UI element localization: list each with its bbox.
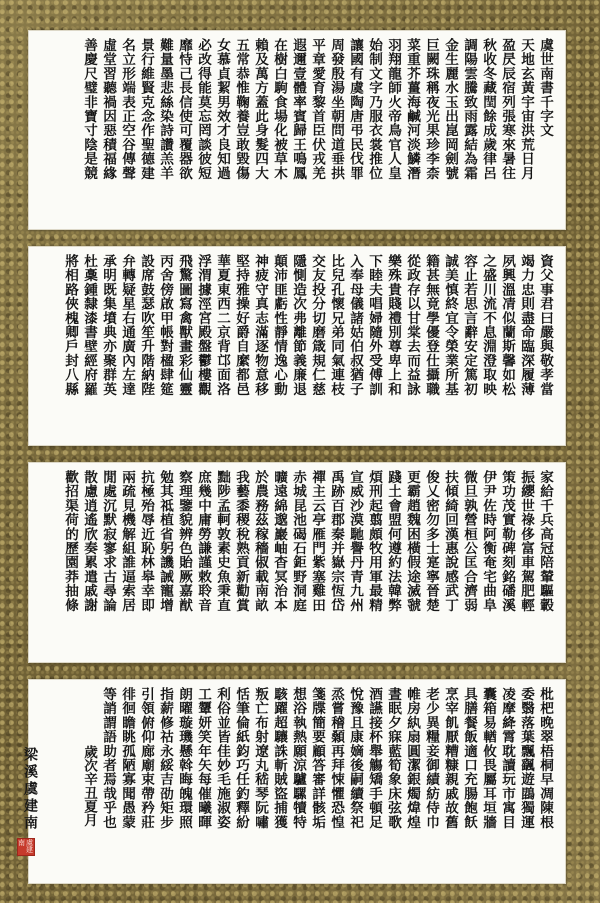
calligraphy-column: 踐土會盟何遵約法韓弊	[385, 470, 401, 612]
calligraphy-column: 神疲守真志滿逐物意移	[252, 254, 268, 396]
calligraphy-column: 堅持雅操好爵自縻都邑	[233, 254, 249, 396]
calligraphy-column: 浮渭據涇宮殿盤鬱樓觀	[195, 254, 211, 396]
calligraphy-column: 周發殷湯坐朝問道垂拱	[328, 38, 344, 180]
calligraphy-column: 之盛川流不息淵澄取映	[480, 254, 496, 396]
calligraphy-column: 想浴執熱願涼驢騾犢特	[290, 687, 306, 829]
calligraphy-column: 丙舍傍啟甲帳對楹肆筵	[157, 254, 173, 396]
calligraphy-column: 禪主云亭雁門紫塞雞田	[309, 470, 325, 612]
calligraphy-column: 囊箱易輶攸畏屬耳垣牆	[480, 687, 496, 829]
calligraphy-column: 我藝黍稷稅熟貢新勸賞	[233, 470, 249, 612]
calligraphy-column: 顛沛匪虧性靜情逸心動	[271, 254, 287, 396]
calligraphy-column: 比兒孔懷兄弟同氣連枝	[328, 254, 344, 396]
scroll-panel-1	[28, 30, 566, 230]
calligraphy-column: 微旦孰營桓公匡合濟弱	[461, 470, 477, 612]
calligraphy-column: 工顰妍笑年矢每催曦暉	[195, 687, 211, 829]
calligraphy-column: 察理鑒貌辨色貽厥嘉猷	[176, 470, 192, 612]
calligraphy-column: 五常恭惟鞠養豈敢毀傷	[233, 38, 249, 180]
calligraphy-column: 飛驚圖寫禽獸畫彩仙靈	[176, 254, 192, 396]
calligraphy-column: 賴及萬方蓋此身髮四大	[252, 38, 268, 180]
calligraphy-column: 於農務茲稼穡俶載南畝	[252, 470, 268, 612]
calligraphy-column: 遐邇壹體率賓歸王鳴鳳	[290, 38, 306, 180]
artist-signature: 梁溪虞建南	[22, 747, 38, 832]
calligraphy-column: 女慕貞絜男效才良知過	[214, 38, 230, 180]
calligraphy-column: 名立形端表正空谷傳聲	[119, 38, 135, 180]
scroll-title: 虞世南書千字文	[537, 38, 553, 138]
calligraphy-column: 勉其祗植省躬譏誡寵增	[157, 470, 173, 612]
calligraphy-column: 枇杷晚翠梧桐早凋陳根	[537, 687, 553, 829]
calligraphy-column: 調陽雲騰致雨露結為霜	[461, 38, 477, 180]
calligraphy-column: 善慶尺璧非寶寸陰是競	[81, 38, 97, 180]
calligraphy-column: 禹跡百郡秦并嶽宗恆岱	[328, 470, 344, 612]
calligraphy-column: 悅豫且康嫡後嗣續祭祀	[347, 687, 363, 829]
calligraphy-column: 俊乂密勿多士寔寧晉楚	[423, 470, 439, 612]
calligraphy-column: 從政存以甘棠去而益詠	[404, 254, 420, 396]
calligraphy-column: 竭力忠則盡命臨深履薄	[518, 254, 534, 396]
calligraphy-column: 散慮逍遙欣奏累遣戚謝	[81, 470, 97, 612]
calligraphy-column: 具膳餐飯適口充腸飽飫	[461, 687, 477, 829]
calligraphy-column: 將相路俠槐卿戶封八縣	[62, 254, 78, 396]
calligraphy-column: 老少異糧妾御績紡侍巾	[423, 687, 439, 829]
calligraphy-column: 隱惻造次弗離節義廉退	[290, 254, 306, 396]
calligraphy-column: 酒讌接杯舉觴矯手頓足	[366, 687, 382, 829]
calligraphy-column: 烹宰飢厭糟糠親戚故舊	[442, 687, 458, 829]
calligraphy-column: 必改得能莫忘罔談彼短	[195, 38, 211, 180]
calligraphy-column: 晝眠夕寐藍筍象床弦歌	[385, 687, 401, 829]
calligraphy-column: 在樹白駒食場化被草木	[271, 38, 287, 180]
calligraphy-column: 凌摩絳霄耽讀玩市寓目	[499, 687, 515, 829]
calligraphy-column: 叛亡布射遼丸嵇琴阮嘯	[252, 687, 268, 829]
calligraphy-column: 入奉母儀諸姑伯叔猶子	[347, 254, 363, 396]
calligraphy-column: 朗曜璇璣懸斡晦魄環照	[176, 687, 192, 829]
calligraphy-column: 振纓世祿侈富車駕肥輕	[518, 470, 534, 612]
calligraphy-column: 扶傾綺回漢惠說感武丁	[442, 470, 458, 612]
calligraphy-column: 容止若思言辭安定篤初	[461, 254, 477, 396]
calligraphy-column: 更霸趙魏困橫假途滅虢	[404, 470, 420, 612]
calligraphy-column: 徘徊瞻眺孤陋寡聞愚蒙	[119, 687, 135, 829]
calligraphy-column: 利俗並皆佳妙毛施淑姿	[214, 687, 230, 829]
calligraphy-column: 平章愛育黎首臣伏戎羌	[309, 38, 325, 180]
calligraphy-column: 煩刑起翦頗牧用軍最精	[366, 470, 382, 612]
calligraphy-column: 下睦夫唱婦隨外受傅訓	[366, 254, 382, 396]
calligraphy-column: 伊尹佐時阿衡奄宅曲阜	[480, 470, 496, 612]
red-seal-stamp: 虞建南	[17, 838, 35, 856]
calligraphy-column: 帷房紈扇圓潔銀燭煒煌	[404, 687, 420, 829]
calligraphy-column: 宣威沙漠馳譽丹青九州	[347, 470, 363, 612]
calligraphy-column: 秋收冬藏閏餘成歲律呂	[480, 38, 496, 180]
calligraphy-column: 金生麗水玉出崑岡劍號	[442, 38, 458, 180]
calligraphy-column: 庶幾中庸勞謙謹敕聆音	[195, 470, 211, 612]
calligraphy-column: 設席鼓瑟吹笙升階納陛	[138, 254, 154, 396]
calligraphy-column: 曠遠綿邈巖岫杳冥治本	[271, 470, 287, 612]
calligraphy-column: 籍甚無竟學優登仕攝職	[423, 254, 439, 396]
calligraphy-column: 樂殊貴賤禮別尊卑上和	[385, 254, 401, 396]
calligraphy-column: 指薪修祜永綏吉劭矩步	[157, 687, 173, 829]
calligraphy-column: 菜重芥薑海鹹河淡鱗潛	[404, 38, 420, 180]
scroll-panel-4	[17, 679, 566, 884]
calligraphy-column: 駭躍超驤誅斬賊盜捕獲	[271, 687, 287, 829]
calligraphy-column: 兩疏見機解組誰逼索居	[119, 470, 135, 612]
calligraphy-column: 赤城昆池碣石鉅野洞庭	[290, 470, 306, 612]
calligraphy-column: 資父事君曰嚴與敬孝當	[537, 254, 553, 396]
calligraphy-column: 難量墨悲絲染詩讚羔羊	[157, 38, 173, 180]
signature-block	[12, 687, 39, 876]
calligraphy-column: 羽翔龍師火帝鳥官人皇	[385, 38, 401, 180]
calligraphy-column: 讓國有虞陶唐弔民伐罪	[347, 38, 363, 180]
calligraphy-column: 烝嘗稽顙再拜悚懼恐惶	[328, 687, 344, 829]
scroll-panel-2	[28, 246, 566, 446]
calligraphy-column: 盈昃辰宿列張寒來暑往	[499, 38, 515, 180]
colophon-date: 歲次辛丑夏月	[81, 745, 97, 827]
calligraphy-column: 巨闕珠稱夜光果珍李柰	[423, 38, 439, 180]
calligraphy-column: 靡恃己長信使可覆器欲	[176, 38, 192, 180]
calligraphy-column: 引領俯仰廊廟束帶矜莊	[138, 687, 154, 829]
calligraphy-column: 虛堂習聽禍因惡積福緣	[100, 38, 116, 180]
calligraphy-column: 抗極殆辱近恥林皋幸即	[138, 470, 154, 612]
calligraphy-column: 始制文字乃服衣裳推位	[366, 38, 382, 180]
calligraphy-column: 箋牒簡要顧答審詳骸垢	[309, 687, 325, 829]
calligraphy-column: 委翳落葉飄颻遊鵾獨運	[518, 687, 534, 829]
calligraphy-column: 交友投分切磨箴規仁慈	[309, 254, 325, 396]
calligraphy-column: 誠美慎終宜令榮業所基	[442, 254, 458, 396]
calligraphy-column: 弁轉疑星右通廣內左達	[119, 254, 135, 396]
calligraphy-column: 黜陟孟軻敦素史魚秉直	[214, 470, 230, 612]
calligraphy-column: 夙興溫凊似蘭斯馨如松	[499, 254, 515, 396]
calligraphy-column: 杜稾鍾隸漆書壁經府羅	[81, 254, 97, 396]
scroll-panel-3	[28, 462, 566, 663]
calligraphy-column: 策功茂實勒碑刻銘磻溪	[499, 470, 515, 612]
calligraphy-column: 天地玄黃宇宙洪荒日月	[518, 38, 534, 180]
calligraphy-column: 閒處沉默寂寥求古尋論	[100, 470, 116, 612]
calligraphy-column: 景行維賢克念作聖德建	[138, 38, 154, 180]
calligraphy-column: 歡招渠荷的歷園莽抽條	[62, 470, 78, 612]
calligraphy-column: 華夏東西二京背邙面洛	[214, 254, 230, 396]
calligraphy-column: 恬筆倫紙鈞巧任釣釋紛	[233, 687, 249, 829]
calligraphy-column: 等誚謂語助者焉哉乎也	[100, 687, 116, 829]
calligraphy-column: 家給千兵高冠陪輦驅轂	[537, 470, 553, 612]
calligraphy-column: 承明既集墳典亦聚群英	[100, 254, 116, 396]
